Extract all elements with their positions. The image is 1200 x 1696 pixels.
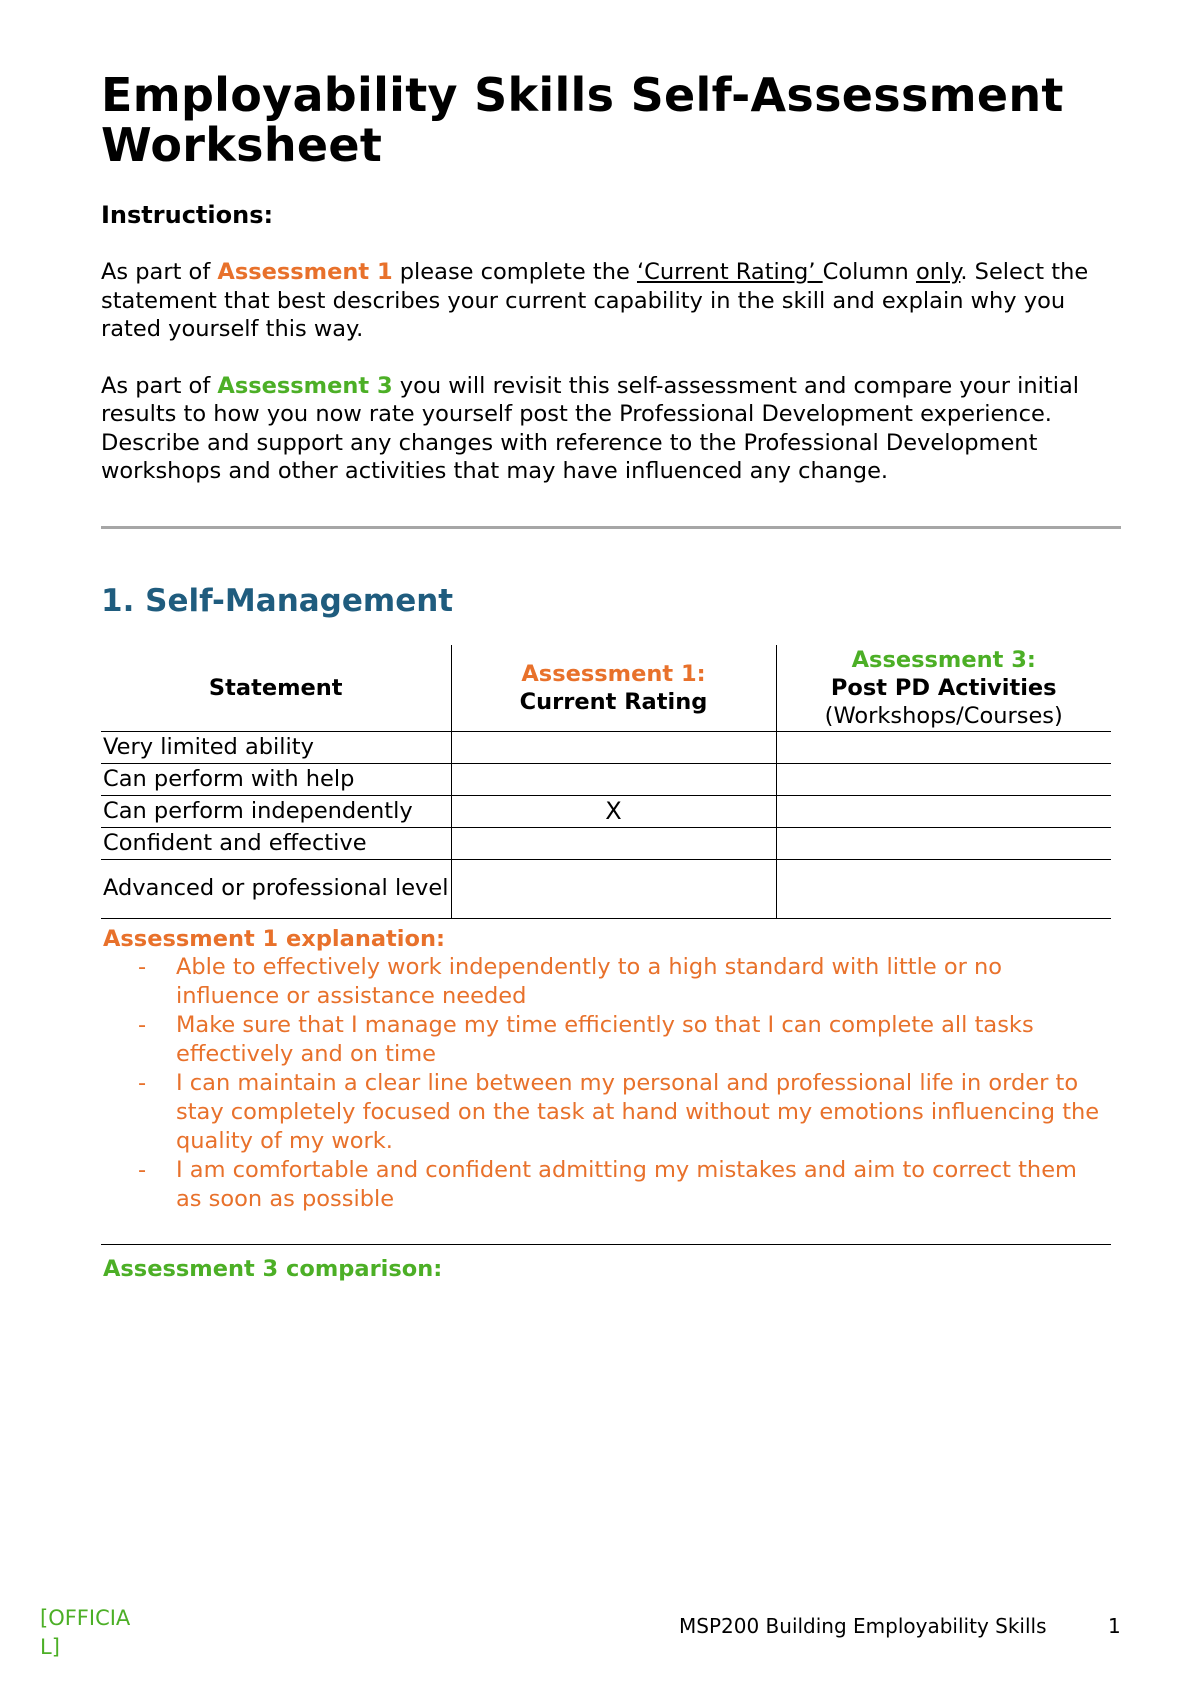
statement-header: Statement [101, 645, 451, 732]
classification-label: [OFFICIAL] [40, 1606, 131, 1659]
instructions-paragraph-1 [101, 258, 1111, 344]
post-pd-cell[interactable] [776, 795, 1111, 827]
list-item [101, 1069, 1106, 1156]
bullet-dash: - [138, 1156, 147, 1183]
a3-header-note: (Workshops/Courses) [824, 702, 1063, 729]
post-pd-header [776, 645, 1111, 732]
comparison-divider [101, 1244, 1111, 1246]
comparison-heading: Assessment 3 comparison: [103, 1256, 443, 1282]
post-pd-cell[interactable] [776, 827, 1111, 859]
page-title: Employability Skills Self-Assessment Worksheet [101, 68, 1064, 172]
instructions-heading: Instructions: [101, 201, 274, 229]
post-pd-cell[interactable] [776, 859, 1111, 918]
table-row [101, 731, 1111, 763]
table-header-row [101, 645, 1111, 732]
bullet-dash: - [138, 1069, 147, 1096]
section-divider [101, 526, 1121, 529]
p1-mid: please complete the [392, 259, 637, 285]
explanation-text: Able to effectively work independently to a high standard with little or no influence or assistance needed [176, 953, 1003, 1009]
a1-header-sub: Current Rating [519, 688, 708, 715]
current-rating-header [451, 645, 776, 732]
post-pd-cell[interactable] [776, 763, 1111, 795]
explanation-text: I can maintain a clear line between my personal and professional life in order to stay completely focused on the task at hand without my emotions influencing the quality of my work. [176, 1069, 1100, 1154]
current-rating-cell[interactable]: X [451, 795, 776, 827]
p2-pre: As part of [101, 372, 218, 399]
bullet-dash: - [138, 953, 147, 980]
p1-pre: As part of [101, 259, 218, 285]
explanation-heading: Assessment 1 explanation: [103, 925, 445, 952]
table-row [101, 827, 1111, 859]
rating-table [101, 645, 1111, 919]
explanation-text: I am comfortable and confident admitting my mistakes and aim to correct them as soon as possible [176, 1156, 1077, 1212]
explanation-list [101, 953, 1121, 1214]
post-pd-cell[interactable] [776, 731, 1111, 763]
current-rating-cell[interactable] [451, 731, 776, 763]
a3-header-label: Assessment 3: [851, 646, 1036, 673]
table-row [101, 795, 1111, 827]
p2-post: you will revisit this self-assessment and compare your initial results to how you now rate yourself post the Professional Development experience. Describe and support any changes with reference to the Professional Development workshops and other activities that may have influenced any change. [101, 372, 1080, 484]
bullet-dash: - [138, 1011, 147, 1038]
a3-header-sub: Post PD Activities [830, 674, 1057, 701]
footer-course-name: MSP200 Building Employability Skills [679, 1614, 1047, 1638]
worksheet-page [101, 70, 1121, 1283]
table-row [101, 859, 1111, 918]
section-heading: 1. Self-Management [101, 582, 454, 619]
current-rating-cell[interactable] [451, 859, 776, 918]
assessment-3-label: Assessment 3 [217, 372, 393, 399]
explanation-text: Make sure that I manage my time efficiently so that I can complete all tasks effectively and on time [176, 1011, 1034, 1067]
only-word: only [915, 259, 961, 285]
statement-cell: Can perform with help [101, 763, 451, 795]
statement-cell: Advanced or professional level [101, 859, 451, 918]
table-row [101, 763, 1111, 795]
current-rating-cell[interactable] [451, 763, 776, 795]
statement-cell: Can perform independently [101, 795, 451, 827]
assessment-1-label: Assessment 1 [217, 259, 393, 285]
current-rating-quote: ‘Current Rating’ [636, 259, 823, 285]
statement-cell: Confident and effective [101, 827, 451, 859]
p1-post: . Select the statement that best describes your current capability in the skill and explain why you rated yourself this way. [101, 259, 1089, 342]
current-rating-cell[interactable] [451, 827, 776, 859]
p1-column-word: Column [822, 259, 916, 285]
instructions-paragraph-2 [101, 372, 1111, 486]
statement-cell: Very limited ability [101, 731, 451, 763]
list-item [101, 1156, 1106, 1214]
list-item [101, 953, 1106, 1011]
page-number: 1 [1108, 1614, 1121, 1638]
a1-header-label: Assessment 1: [521, 660, 706, 687]
list-item [101, 1011, 1106, 1069]
